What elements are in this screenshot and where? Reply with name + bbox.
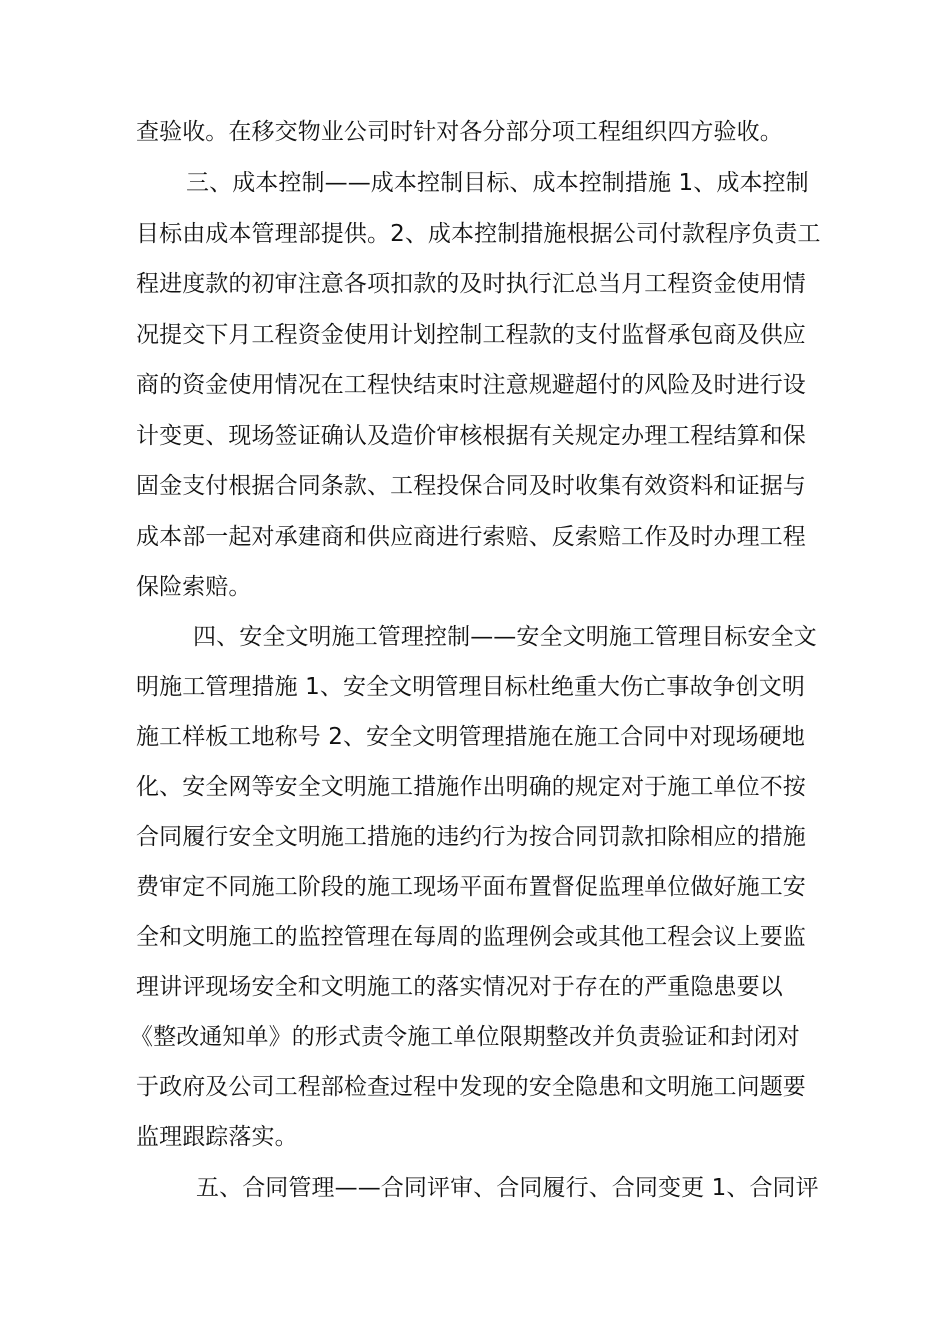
text-line: 目标由成本管理部提供。2、成本控制措施根据公司付款程序负责工 [136, 221, 821, 247]
text-line: 费审定不同施工阶段的施工现场平面布置督促监理单位做好施工安 [136, 874, 806, 900]
text-line: 全和文明施工的监控管理在每周的监理例会或其他工程会议上要监 [136, 924, 806, 950]
text-line: 五、合同管理——合同评审、合同履行、合同变更 1、合同评 [196, 1175, 819, 1201]
text-line: 四、安全文明施工管理控制——安全文明施工管理目标安全文 [193, 624, 817, 650]
text-line: 保险索赔。 [136, 574, 252, 600]
text-line: 理讲评现场安全和文明施工的落实情况对于存在的严重隐患要以 [136, 974, 783, 1000]
text-line: 成本部一起对承建商和供应商进行索赔、反索赔工作及时办理工程 [136, 524, 806, 550]
text-line: 商的资金使用情况在工程快结束时注意规避超付的风险及时进行设 [136, 372, 806, 398]
text-line: 于政府及公司工程部检查过程中发现的安全隐患和文明施工问题要 [136, 1074, 806, 1100]
text-line: 三、成本控制——成本控制目标、成本控制措施 1、成本控制 [186, 170, 809, 196]
text-line: 施工样板工地称号 2、安全文明管理措施在施工合同中对现场硬地 [136, 724, 805, 750]
text-line: 化、安全网等安全文明施工措施作出明确的规定对于施工单位不按 [136, 774, 806, 800]
text-line: 况提交下月工程资金使用计划控制工程款的支付监督承包商及供应 [136, 322, 806, 348]
text-line: 合同履行安全文明施工措施的违约行为按合同罚款扣除相应的措施 [136, 824, 806, 850]
text-line: 明施工管理措施 1、安全文明管理目标杜绝重大伤亡事故争创文明 [136, 674, 805, 700]
text-line: 查验收。在移交物业公司时针对各分部分项工程组织四方验收。 [136, 119, 783, 145]
text-line: 计变更、现场签证确认及造价审核根据有关规定办理工程结算和保 [136, 423, 806, 449]
text-line: 监理跟踪落实。 [136, 1124, 298, 1150]
text-line: 《整改通知单》的形式责令施工单位限期整改并负责验证和封闭对 [130, 1024, 800, 1050]
text-line: 程进度款的初审注意各项扣款的及时执行汇总当月工程资金使用情 [136, 271, 806, 297]
text-line: 固金支付根据合同条款、工程投保合同及时收集有效资料和证据与 [136, 473, 806, 499]
